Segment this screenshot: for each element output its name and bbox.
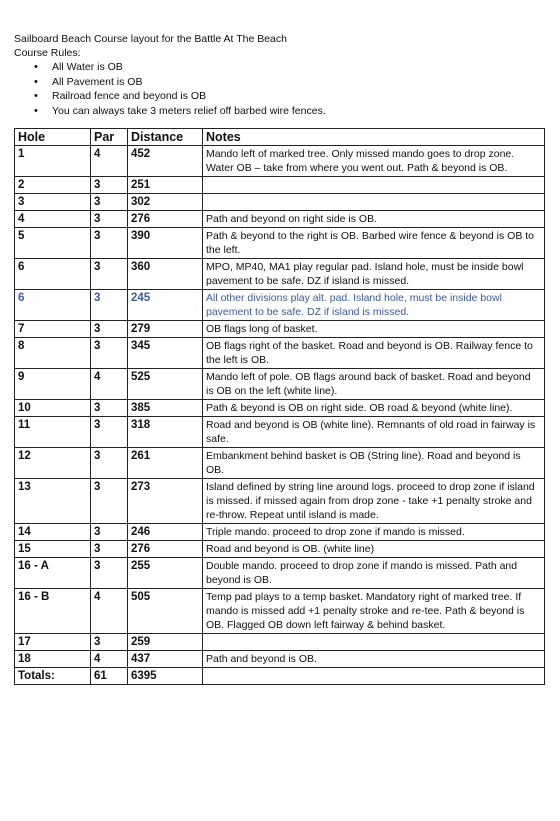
column-header-hole: Hole xyxy=(15,129,91,146)
par-cell: 3 xyxy=(91,259,128,290)
notes-cell: Path & beyond is OB on right side. OB road & beyond (white line). xyxy=(203,400,545,417)
notes-cell: Path & beyond to the right is OB. Barbed wire fence & beyond is OB to the left. xyxy=(203,228,545,259)
notes-cell: Embankment behind basket is OB (String line). Road and beyond is OB. xyxy=(203,448,545,479)
distance-cell: 318 xyxy=(128,417,203,448)
distance-cell: 273 xyxy=(128,479,203,524)
hole-cell: 6 xyxy=(15,259,91,290)
par-cell: 3 xyxy=(91,228,128,259)
table-header-row xyxy=(15,129,545,146)
notes-cell: Triple mando. proceed to drop zone if mando is missed. xyxy=(203,524,545,541)
par-cell: 3 xyxy=(91,177,128,194)
distance-cell: 525 xyxy=(128,369,203,400)
rules-label: Course Rules: xyxy=(14,46,81,59)
par-cell: 3 xyxy=(91,634,128,651)
course-rules-list xyxy=(14,60,326,118)
par-cell: 4 xyxy=(91,589,128,634)
table-row xyxy=(15,290,545,321)
table-row xyxy=(15,524,545,541)
hole-cell: 8 xyxy=(15,338,91,369)
hole-cell: 11 xyxy=(15,417,91,448)
distance-cell: 437 xyxy=(128,651,203,668)
table-row xyxy=(15,228,545,259)
course-rule-item: • All Pavement is OB xyxy=(14,75,326,90)
table-row xyxy=(15,589,545,634)
distance-cell: 255 xyxy=(128,558,203,589)
hole-cell: 12 xyxy=(15,448,91,479)
hole-cell: 16 - A xyxy=(15,558,91,589)
table-row xyxy=(15,369,545,400)
hole-cell: 9 xyxy=(15,369,91,400)
course-table xyxy=(14,128,545,685)
distance-cell: 390 xyxy=(128,228,203,259)
document-heading xyxy=(14,33,287,60)
hole-cell: 15 xyxy=(15,541,91,558)
hole-cell: 1 xyxy=(15,146,91,177)
notes-cell: Island defined by string line around logs. proceed to drop zone if island is missed. if missed again from drop zone - take +1 penalty stroke and re-throw. Repeat until island is made. xyxy=(203,479,545,524)
table-row xyxy=(15,194,545,211)
notes-cell: All other divisions play alt. pad. Island hole, must be inside bowl pavement to be safe. DZ if island is missed. xyxy=(203,290,545,321)
column-header-par: Par xyxy=(91,129,128,146)
notes-cell: Road and beyond is OB. (white line) xyxy=(203,541,545,558)
par-cell: 3 xyxy=(91,448,128,479)
course-rule-item: • All Water is OB xyxy=(14,60,326,75)
distance-cell: 6395 xyxy=(128,668,203,685)
notes-cell xyxy=(203,177,545,194)
distance-cell: 345 xyxy=(128,338,203,369)
par-cell: 3 xyxy=(91,417,128,448)
hole-cell: 5 xyxy=(15,228,91,259)
document-title: Sailboard Beach Course layout for the Battle At The Beach xyxy=(14,33,287,45)
distance-cell: 279 xyxy=(128,321,203,338)
distance-cell: 259 xyxy=(128,634,203,651)
hole-cell: Totals: xyxy=(15,668,91,685)
notes-cell: Double mando. proceed to drop zone if mando is missed. Path and beyond is OB. xyxy=(203,558,545,589)
notes-cell: Mando left of marked tree. Only missed mando goes to drop zone. Water OB – take from where you went out. Path & beyond is OB. xyxy=(203,146,545,177)
table-row xyxy=(15,338,545,369)
par-cell: 3 xyxy=(91,524,128,541)
table-row xyxy=(15,259,545,290)
par-cell: 3 xyxy=(91,558,128,589)
hole-cell: 14 xyxy=(15,524,91,541)
distance-cell: 261 xyxy=(128,448,203,479)
distance-cell: 452 xyxy=(128,146,203,177)
notes-cell: Path and beyond is OB. xyxy=(203,651,545,668)
hole-cell: 10 xyxy=(15,400,91,417)
notes-cell: Path and beyond on right side is OB. xyxy=(203,211,545,228)
table-row xyxy=(15,651,545,668)
notes-cell xyxy=(203,194,545,211)
distance-cell: 245 xyxy=(128,290,203,321)
hole-cell: 3 xyxy=(15,194,91,211)
par-cell: 3 xyxy=(91,541,128,558)
table-row xyxy=(15,634,545,651)
hole-cell: 13 xyxy=(15,479,91,524)
par-cell: 4 xyxy=(91,651,128,668)
distance-cell: 276 xyxy=(128,211,203,228)
distance-cell: 276 xyxy=(128,541,203,558)
par-cell: 61 xyxy=(91,668,128,685)
distance-cell: 385 xyxy=(128,400,203,417)
notes-cell: Temp pad plays to a temp basket. Mandatory right of marked tree. If mando is missed add +1 penalty stroke and re-tee. Path & beyond is OB. Flagged OB down left fairway & behind basket. xyxy=(203,589,545,634)
notes-cell: Road and beyond is OB (white line). Remnants of old road in fairway is safe. xyxy=(203,417,545,448)
notes-cell xyxy=(203,668,545,685)
table-row xyxy=(15,479,545,524)
hole-cell: 2 xyxy=(15,177,91,194)
table-row xyxy=(15,541,545,558)
hole-cell: 18 xyxy=(15,651,91,668)
course-rule-item: • Railroad fence and beyond is OB xyxy=(14,89,326,104)
table-row xyxy=(15,146,545,177)
table-row xyxy=(15,558,545,589)
course-rule-item: • You can always take 3 meters relief off barbed wire fences. xyxy=(14,104,326,119)
distance-cell: 360 xyxy=(128,259,203,290)
par-cell: 3 xyxy=(91,338,128,369)
distance-cell: 251 xyxy=(128,177,203,194)
par-cell: 3 xyxy=(91,290,128,321)
table-row xyxy=(15,417,545,448)
hole-cell: 4 xyxy=(15,211,91,228)
distance-cell: 246 xyxy=(128,524,203,541)
column-header-notes: Notes xyxy=(203,129,545,146)
hole-cell: 7 xyxy=(15,321,91,338)
distance-cell: 302 xyxy=(128,194,203,211)
distance-cell: 505 xyxy=(128,589,203,634)
par-cell: 4 xyxy=(91,369,128,400)
notes-cell xyxy=(203,634,545,651)
table-row xyxy=(15,400,545,417)
notes-cell: MPO, MP40, MA1 play regular pad. Island hole, must be inside bowl pavement to be safe. DZ if island is missed. xyxy=(203,259,545,290)
table-row xyxy=(15,211,545,228)
hole-cell: 17 xyxy=(15,634,91,651)
par-cell: 3 xyxy=(91,400,128,417)
column-header-distance: Distance xyxy=(128,129,203,146)
notes-cell: Mando left of pole. OB flags around back of basket. Road and beyond is OB on the left (white line). xyxy=(203,369,545,400)
hole-cell: 6 xyxy=(15,290,91,321)
notes-cell: OB flags long of basket. xyxy=(203,321,545,338)
notes-cell: OB flags right of the basket. Road and beyond is OB. Railway fence to the left is OB. xyxy=(203,338,545,369)
hole-cell: 16 - B xyxy=(15,589,91,634)
table-row xyxy=(15,321,545,338)
table-row xyxy=(15,448,545,479)
par-cell: 3 xyxy=(91,194,128,211)
totals-row xyxy=(15,668,545,685)
par-cell: 4 xyxy=(91,146,128,177)
par-cell: 3 xyxy=(91,479,128,524)
table-row xyxy=(15,177,545,194)
par-cell: 3 xyxy=(91,211,128,228)
par-cell: 3 xyxy=(91,321,128,338)
